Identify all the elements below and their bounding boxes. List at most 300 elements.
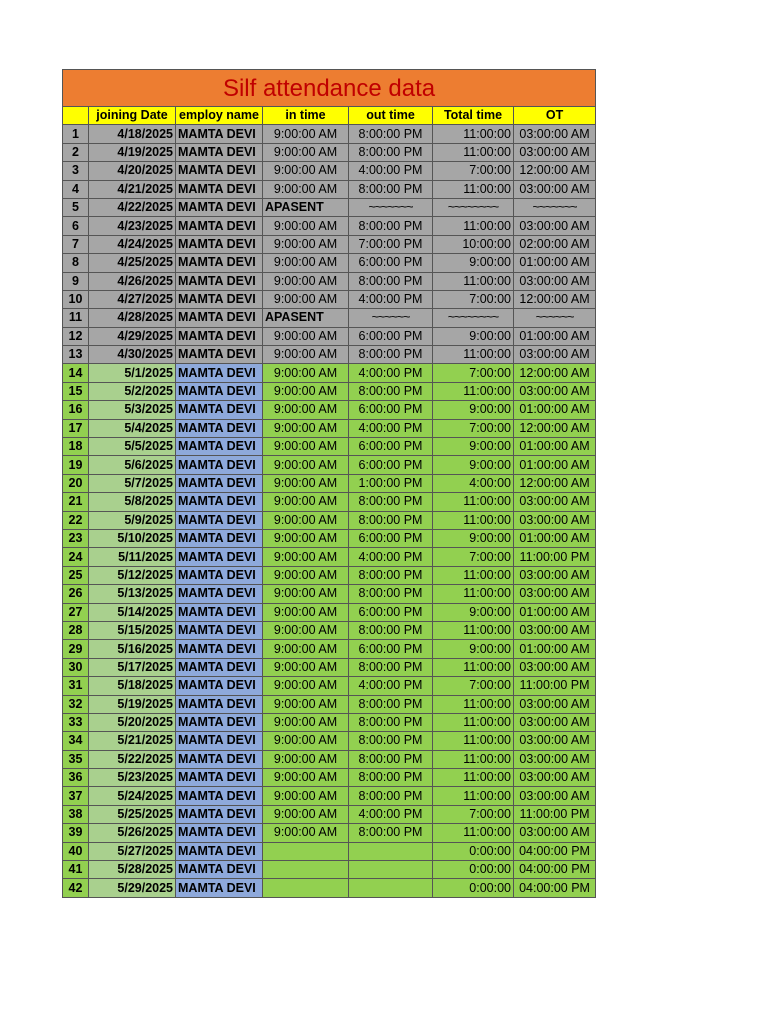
cell-out-time[interactable]: 8:00:00 PM [349, 346, 433, 364]
cell-date[interactable]: 4/25/2025 [89, 254, 176, 272]
cell-no[interactable]: 41 [63, 861, 89, 879]
cell-employee-name[interactable]: MAMTA DEVI [176, 621, 263, 639]
cell-out-time[interactable]: 8:00:00 PM [349, 769, 433, 787]
cell-date[interactable]: 4/27/2025 [89, 290, 176, 308]
cell-no[interactable]: 16 [63, 401, 89, 419]
cell-total-time[interactable]: 11:00:00 [433, 272, 514, 290]
cell-employee-name[interactable]: MAMTA DEVI [176, 382, 263, 400]
cell-employee-name[interactable]: MAMTA DEVI [176, 364, 263, 382]
cell-out-time[interactable]: 8:00:00 PM [349, 585, 433, 603]
cell-employee-name[interactable]: MAMTA DEVI [176, 493, 263, 511]
cell-out-time[interactable] [349, 879, 433, 897]
cell-date[interactable]: 5/22/2025 [89, 750, 176, 768]
cell-out-time[interactable]: 6:00:00 PM [349, 603, 433, 621]
cell-in-time[interactable]: 9:00:00 AM [263, 382, 349, 400]
cell-ot[interactable]: 01:00:00 AM [514, 640, 596, 658]
cell-employee-name[interactable]: MAMTA DEVI [176, 290, 263, 308]
cell-total-time[interactable]: 0:00:00 [433, 879, 514, 897]
cell-no[interactable]: 27 [63, 603, 89, 621]
cell-employee-name[interactable]: MAMTA DEVI [176, 861, 263, 879]
cell-ot[interactable]: 01:00:00 AM [514, 603, 596, 621]
cell-no[interactable]: 17 [63, 419, 89, 437]
cell-out-time[interactable]: 8:00:00 PM [349, 180, 433, 198]
cell-date[interactable]: 5/21/2025 [89, 732, 176, 750]
cell-date[interactable]: 4/22/2025 [89, 198, 176, 216]
cell-date[interactable]: 5/11/2025 [89, 548, 176, 566]
cell-ot[interactable]: 01:00:00 AM [514, 529, 596, 547]
cell-in-time[interactable]: APASENT [263, 309, 349, 327]
cell-in-time[interactable]: 9:00:00 AM [263, 566, 349, 584]
cell-total-time[interactable]: 7:00:00 [433, 677, 514, 695]
cell-out-time[interactable]: 8:00:00 PM [349, 143, 433, 161]
cell-employee-name[interactable]: MAMTA DEVI [176, 309, 263, 327]
cell-in-time[interactable]: 9:00:00 AM [263, 585, 349, 603]
cell-no[interactable]: 38 [63, 805, 89, 823]
cell-ot[interactable]: 03:00:00 AM [514, 272, 596, 290]
cell-in-time[interactable] [263, 842, 349, 860]
cell-date[interactable]: 5/7/2025 [89, 474, 176, 492]
cell-no[interactable]: 6 [63, 217, 89, 235]
cell-ot[interactable]: 11:00:00 PM [514, 805, 596, 823]
cell-no[interactable]: 21 [63, 493, 89, 511]
cell-in-time[interactable]: 9:00:00 AM [263, 548, 349, 566]
cell-no[interactable]: 5 [63, 198, 89, 216]
header-cell-in[interactable]: in time [263, 107, 349, 125]
cell-in-time[interactable]: 9:00:00 AM [263, 824, 349, 842]
cell-in-time[interactable]: 9:00:00 AM [263, 217, 349, 235]
cell-ot[interactable]: 01:00:00 AM [514, 401, 596, 419]
cell-total-time[interactable]: 9:00:00 [433, 529, 514, 547]
cell-total-time[interactable]: ~~~~~~~~ [433, 309, 514, 327]
cell-total-time[interactable]: 11:00:00 [433, 346, 514, 364]
cell-total-time[interactable]: 0:00:00 [433, 842, 514, 860]
cell-out-time[interactable]: 8:00:00 PM [349, 511, 433, 529]
cell-in-time[interactable] [263, 879, 349, 897]
cell-out-time[interactable]: 8:00:00 PM [349, 732, 433, 750]
cell-employee-name[interactable]: MAMTA DEVI [176, 769, 263, 787]
cell-in-time[interactable]: 9:00:00 AM [263, 603, 349, 621]
cell-ot[interactable]: 03:00:00 AM [514, 713, 596, 731]
cell-employee-name[interactable]: MAMTA DEVI [176, 235, 263, 253]
cell-employee-name[interactable]: MAMTA DEVI [176, 842, 263, 860]
cell-no[interactable]: 19 [63, 456, 89, 474]
cell-ot[interactable]: 03:00:00 AM [514, 769, 596, 787]
cell-ot[interactable]: 03:00:00 AM [514, 493, 596, 511]
cell-in-time[interactable]: 9:00:00 AM [263, 511, 349, 529]
cell-no[interactable]: 3 [63, 162, 89, 180]
cell-ot[interactable]: 01:00:00 AM [514, 438, 596, 456]
header-cell-name[interactable]: employ name [176, 107, 263, 125]
cell-no[interactable]: 8 [63, 254, 89, 272]
cell-total-time[interactable]: 7:00:00 [433, 805, 514, 823]
cell-out-time[interactable]: 8:00:00 PM [349, 272, 433, 290]
cell-total-time[interactable]: 7:00:00 [433, 162, 514, 180]
cell-out-time[interactable] [349, 861, 433, 879]
cell-date[interactable]: 5/4/2025 [89, 419, 176, 437]
cell-in-time[interactable]: 9:00:00 AM [263, 677, 349, 695]
cell-no[interactable]: 18 [63, 438, 89, 456]
cell-out-time[interactable]: 4:00:00 PM [349, 364, 433, 382]
cell-date[interactable]: 5/28/2025 [89, 861, 176, 879]
cell-out-time[interactable]: 8:00:00 PM [349, 493, 433, 511]
cell-out-time[interactable]: 8:00:00 PM [349, 658, 433, 676]
cell-ot[interactable]: 12:00:00 AM [514, 474, 596, 492]
cell-employee-name[interactable]: MAMTA DEVI [176, 585, 263, 603]
cell-no[interactable]: 40 [63, 842, 89, 860]
cell-date[interactable]: 5/19/2025 [89, 695, 176, 713]
cell-no[interactable]: 1 [63, 125, 89, 143]
cell-ot[interactable]: 03:00:00 AM [514, 824, 596, 842]
cell-employee-name[interactable]: MAMTA DEVI [176, 438, 263, 456]
cell-employee-name[interactable]: MAMTA DEVI [176, 401, 263, 419]
cell-no[interactable]: 10 [63, 290, 89, 308]
cell-date[interactable]: 5/10/2025 [89, 529, 176, 547]
cell-in-time[interactable]: 9:00:00 AM [263, 364, 349, 382]
cell-date[interactable]: 5/14/2025 [89, 603, 176, 621]
cell-total-time[interactable]: 11:00:00 [433, 143, 514, 161]
cell-date[interactable]: 5/12/2025 [89, 566, 176, 584]
cell-ot[interactable]: 04:00:00 PM [514, 861, 596, 879]
cell-employee-name[interactable]: MAMTA DEVI [176, 143, 263, 161]
cell-employee-name[interactable]: MAMTA DEVI [176, 346, 263, 364]
cell-date[interactable]: 5/8/2025 [89, 493, 176, 511]
cell-date[interactable]: 5/25/2025 [89, 805, 176, 823]
cell-ot[interactable]: 01:00:00 AM [514, 327, 596, 345]
cell-in-time[interactable]: 9:00:00 AM [263, 162, 349, 180]
cell-total-time[interactable]: 11:00:00 [433, 125, 514, 143]
cell-employee-name[interactable]: MAMTA DEVI [176, 511, 263, 529]
cell-no[interactable]: 33 [63, 713, 89, 731]
cell-no[interactable]: 7 [63, 235, 89, 253]
cell-employee-name[interactable]: MAMTA DEVI [176, 529, 263, 547]
cell-date[interactable]: 5/23/2025 [89, 769, 176, 787]
cell-total-time[interactable]: 7:00:00 [433, 548, 514, 566]
cell-date[interactable]: 5/9/2025 [89, 511, 176, 529]
cell-employee-name[interactable]: MAMTA DEVI [176, 713, 263, 731]
cell-employee-name[interactable]: MAMTA DEVI [176, 695, 263, 713]
cell-ot[interactable]: 11:00:00 PM [514, 677, 596, 695]
cell-out-time[interactable]: 8:00:00 PM [349, 382, 433, 400]
cell-out-time[interactable]: 6:00:00 PM [349, 401, 433, 419]
cell-out-time[interactable]: 8:00:00 PM [349, 621, 433, 639]
cell-ot[interactable]: 12:00:00 AM [514, 290, 596, 308]
cell-in-time[interactable]: 9:00:00 AM [263, 327, 349, 345]
cell-date[interactable]: 5/6/2025 [89, 456, 176, 474]
cell-in-time[interactable]: 9:00:00 AM [263, 125, 349, 143]
cell-total-time[interactable]: 7:00:00 [433, 419, 514, 437]
header-cell-total[interactable]: Total time [433, 107, 514, 125]
cell-ot[interactable]: 02:00:00 AM [514, 235, 596, 253]
cell-ot[interactable]: 04:00:00 PM [514, 879, 596, 897]
cell-date[interactable]: 5/13/2025 [89, 585, 176, 603]
cell-out-time[interactable]: 7:00:00 PM [349, 235, 433, 253]
cell-date[interactable]: 4/28/2025 [89, 309, 176, 327]
cell-ot[interactable]: 03:00:00 AM [514, 125, 596, 143]
cell-date[interactable]: 5/20/2025 [89, 713, 176, 731]
cell-employee-name[interactable]: MAMTA DEVI [176, 198, 263, 216]
cell-in-time[interactable]: 9:00:00 AM [263, 180, 349, 198]
cell-employee-name[interactable]: MAMTA DEVI [176, 125, 263, 143]
cell-employee-name[interactable]: MAMTA DEVI [176, 180, 263, 198]
cell-date[interactable]: 5/1/2025 [89, 364, 176, 382]
cell-employee-name[interactable]: MAMTA DEVI [176, 254, 263, 272]
cell-out-time[interactable]: 6:00:00 PM [349, 529, 433, 547]
cell-date[interactable]: 5/3/2025 [89, 401, 176, 419]
cell-total-time[interactable]: 9:00:00 [433, 438, 514, 456]
cell-out-time[interactable]: 6:00:00 PM [349, 640, 433, 658]
cell-no[interactable]: 31 [63, 677, 89, 695]
cell-in-time[interactable]: 9:00:00 AM [263, 787, 349, 805]
cell-in-time[interactable]: 9:00:00 AM [263, 474, 349, 492]
cell-ot[interactable]: 12:00:00 AM [514, 162, 596, 180]
cell-total-time[interactable]: 4:00:00 [433, 474, 514, 492]
cell-total-time[interactable]: 11:00:00 [433, 750, 514, 768]
cell-no[interactable]: 25 [63, 566, 89, 584]
cell-in-time[interactable]: 9:00:00 AM [263, 438, 349, 456]
cell-no[interactable]: 20 [63, 474, 89, 492]
cell-ot[interactable]: 03:00:00 AM [514, 217, 596, 235]
cell-date[interactable]: 5/2/2025 [89, 382, 176, 400]
cell-in-time[interactable]: 9:00:00 AM [263, 272, 349, 290]
cell-employee-name[interactable]: MAMTA DEVI [176, 419, 263, 437]
cell-out-time[interactable]: 6:00:00 PM [349, 327, 433, 345]
cell-ot[interactable]: 04:00:00 PM [514, 842, 596, 860]
cell-ot[interactable]: 03:00:00 AM [514, 621, 596, 639]
cell-total-time[interactable]: 7:00:00 [433, 364, 514, 382]
cell-in-time[interactable]: 9:00:00 AM [263, 419, 349, 437]
cell-no[interactable]: 32 [63, 695, 89, 713]
cell-date[interactable]: 5/16/2025 [89, 640, 176, 658]
cell-out-time[interactable]: 4:00:00 PM [349, 162, 433, 180]
cell-employee-name[interactable]: MAMTA DEVI [176, 327, 263, 345]
cell-employee-name[interactable]: MAMTA DEVI [176, 162, 263, 180]
cell-date[interactable]: 4/20/2025 [89, 162, 176, 180]
cell-ot[interactable]: ~~~~~~ [514, 309, 596, 327]
cell-out-time[interactable] [349, 842, 433, 860]
cell-date[interactable]: 5/29/2025 [89, 879, 176, 897]
cell-in-time[interactable]: 9:00:00 AM [263, 695, 349, 713]
cell-out-time[interactable]: 8:00:00 PM [349, 787, 433, 805]
cell-total-time[interactable]: 9:00:00 [433, 327, 514, 345]
cell-employee-name[interactable]: MAMTA DEVI [176, 603, 263, 621]
cell-no[interactable]: 11 [63, 309, 89, 327]
cell-out-time[interactable]: 4:00:00 PM [349, 419, 433, 437]
cell-in-time[interactable]: 9:00:00 AM [263, 493, 349, 511]
cell-employee-name[interactable]: MAMTA DEVI [176, 566, 263, 584]
cell-no[interactable]: 13 [63, 346, 89, 364]
cell-no[interactable]: 26 [63, 585, 89, 603]
cell-no[interactable]: 42 [63, 879, 89, 897]
cell-ot[interactable]: ~~~~~~~ [514, 198, 596, 216]
cell-in-time[interactable]: APASENT [263, 198, 349, 216]
cell-ot[interactable]: 03:00:00 AM [514, 180, 596, 198]
cell-ot[interactable]: 12:00:00 AM [514, 419, 596, 437]
cell-employee-name[interactable]: MAMTA DEVI [176, 548, 263, 566]
cell-ot[interactable]: 03:00:00 AM [514, 511, 596, 529]
cell-no[interactable]: 22 [63, 511, 89, 529]
cell-no[interactable]: 36 [63, 769, 89, 787]
cell-out-time[interactable]: 8:00:00 PM [349, 566, 433, 584]
cell-total-time[interactable]: 11:00:00 [433, 382, 514, 400]
cell-in-time[interactable]: 9:00:00 AM [263, 640, 349, 658]
cell-ot[interactable]: 03:00:00 AM [514, 566, 596, 584]
cell-in-time[interactable]: 9:00:00 AM [263, 769, 349, 787]
cell-total-time[interactable]: 9:00:00 [433, 640, 514, 658]
cell-out-time[interactable]: ~~~~~~ [349, 309, 433, 327]
cell-date[interactable]: 4/21/2025 [89, 180, 176, 198]
cell-in-time[interactable]: 9:00:00 AM [263, 621, 349, 639]
cell-out-time[interactable]: 8:00:00 PM [349, 713, 433, 731]
cell-total-time[interactable]: 11:00:00 [433, 621, 514, 639]
cell-date[interactable]: 4/18/2025 [89, 125, 176, 143]
cell-in-time[interactable]: 9:00:00 AM [263, 805, 349, 823]
cell-in-time[interactable]: 9:00:00 AM [263, 401, 349, 419]
cell-no[interactable]: 28 [63, 621, 89, 639]
cell-out-time[interactable]: 8:00:00 PM [349, 125, 433, 143]
cell-employee-name[interactable]: MAMTA DEVI [176, 879, 263, 897]
cell-date[interactable]: 5/24/2025 [89, 787, 176, 805]
cell-ot[interactable]: 11:00:00 PM [514, 548, 596, 566]
cell-employee-name[interactable]: MAMTA DEVI [176, 640, 263, 658]
cell-ot[interactable]: 03:00:00 AM [514, 346, 596, 364]
cell-out-time[interactable]: 1:00:00 PM [349, 474, 433, 492]
cell-total-time[interactable]: 11:00:00 [433, 732, 514, 750]
cell-employee-name[interactable]: MAMTA DEVI [176, 217, 263, 235]
cell-employee-name[interactable]: MAMTA DEVI [176, 805, 263, 823]
cell-in-time[interactable]: 9:00:00 AM [263, 658, 349, 676]
cell-ot[interactable]: 03:00:00 AM [514, 695, 596, 713]
cell-date[interactable]: 5/17/2025 [89, 658, 176, 676]
cell-employee-name[interactable]: MAMTA DEVI [176, 750, 263, 768]
cell-total-time[interactable]: 9:00:00 [433, 401, 514, 419]
cell-in-time[interactable]: 9:00:00 AM [263, 750, 349, 768]
cell-employee-name[interactable]: MAMTA DEVI [176, 787, 263, 805]
cell-no[interactable]: 24 [63, 548, 89, 566]
cell-in-time[interactable]: 9:00:00 AM [263, 529, 349, 547]
cell-date[interactable]: 4/26/2025 [89, 272, 176, 290]
cell-date[interactable]: 5/5/2025 [89, 438, 176, 456]
cell-no[interactable]: 15 [63, 382, 89, 400]
cell-no[interactable]: 9 [63, 272, 89, 290]
cell-ot[interactable]: 03:00:00 AM [514, 143, 596, 161]
cell-total-time[interactable]: 11:00:00 [433, 566, 514, 584]
cell-total-time[interactable]: 10:00:00 [433, 235, 514, 253]
cell-date[interactable]: 4/29/2025 [89, 327, 176, 345]
cell-in-time[interactable]: 9:00:00 AM [263, 346, 349, 364]
cell-in-time[interactable]: 9:00:00 AM [263, 290, 349, 308]
cell-ot[interactable]: 03:00:00 AM [514, 585, 596, 603]
cell-out-time[interactable]: 6:00:00 PM [349, 456, 433, 474]
cell-no[interactable]: 35 [63, 750, 89, 768]
header-cell-date[interactable]: joining Date [89, 107, 176, 125]
header-cell-out[interactable]: out time [349, 107, 433, 125]
cell-total-time[interactable]: 11:00:00 [433, 695, 514, 713]
cell-total-time[interactable]: 11:00:00 [433, 217, 514, 235]
cell-total-time[interactable]: 11:00:00 [433, 787, 514, 805]
cell-total-time[interactable]: 11:00:00 [433, 658, 514, 676]
cell-employee-name[interactable]: MAMTA DEVI [176, 732, 263, 750]
cell-out-time[interactable]: 6:00:00 PM [349, 438, 433, 456]
cell-out-time[interactable]: 6:00:00 PM [349, 254, 433, 272]
cell-ot[interactable]: 01:00:00 AM [514, 456, 596, 474]
cell-date[interactable]: 4/19/2025 [89, 143, 176, 161]
cell-no[interactable]: 23 [63, 529, 89, 547]
cell-ot[interactable]: 01:00:00 AM [514, 254, 596, 272]
cell-employee-name[interactable]: MAMTA DEVI [176, 474, 263, 492]
cell-out-time[interactable]: 4:00:00 PM [349, 548, 433, 566]
cell-total-time[interactable]: 11:00:00 [433, 769, 514, 787]
cell-employee-name[interactable]: MAMTA DEVI [176, 824, 263, 842]
cell-total-time[interactable]: 9:00:00 [433, 254, 514, 272]
header-cell-ot[interactable]: OT [514, 107, 596, 125]
cell-no[interactable]: 29 [63, 640, 89, 658]
cell-date[interactable]: 4/23/2025 [89, 217, 176, 235]
cell-ot[interactable]: 03:00:00 AM [514, 732, 596, 750]
cell-out-time[interactable]: 4:00:00 PM [349, 805, 433, 823]
cell-employee-name[interactable]: MAMTA DEVI [176, 456, 263, 474]
cell-out-time[interactable]: 8:00:00 PM [349, 217, 433, 235]
cell-no[interactable]: 34 [63, 732, 89, 750]
cell-total-time[interactable]: 11:00:00 [433, 511, 514, 529]
cell-out-time[interactable]: 4:00:00 PM [349, 677, 433, 695]
cell-employee-name[interactable]: MAMTA DEVI [176, 677, 263, 695]
cell-out-time[interactable]: 8:00:00 PM [349, 750, 433, 768]
cell-total-time[interactable]: ~~~~~~~~ [433, 198, 514, 216]
cell-total-time[interactable]: 7:00:00 [433, 290, 514, 308]
cell-ot[interactable]: 12:00:00 AM [514, 364, 596, 382]
cell-no[interactable]: 4 [63, 180, 89, 198]
cell-no[interactable]: 12 [63, 327, 89, 345]
cell-total-time[interactable]: 11:00:00 [433, 493, 514, 511]
cell-no[interactable]: 2 [63, 143, 89, 161]
cell-no[interactable]: 37 [63, 787, 89, 805]
cell-in-time[interactable]: 9:00:00 AM [263, 143, 349, 161]
cell-date[interactable]: 4/30/2025 [89, 346, 176, 364]
cell-date[interactable]: 4/24/2025 [89, 235, 176, 253]
cell-employee-name[interactable]: MAMTA DEVI [176, 272, 263, 290]
cell-date[interactable]: 5/26/2025 [89, 824, 176, 842]
cell-employee-name[interactable]: MAMTA DEVI [176, 658, 263, 676]
cell-ot[interactable]: 03:00:00 AM [514, 382, 596, 400]
cell-total-time[interactable]: 0:00:00 [433, 861, 514, 879]
cell-in-time[interactable]: 9:00:00 AM [263, 732, 349, 750]
cell-out-time[interactable]: ~~~~~~~ [349, 198, 433, 216]
cell-total-time[interactable]: 11:00:00 [433, 824, 514, 842]
sheet-title[interactable]: Silf attendance data [63, 70, 596, 107]
cell-total-time[interactable]: 9:00:00 [433, 603, 514, 621]
cell-date[interactable]: 5/18/2025 [89, 677, 176, 695]
cell-no[interactable]: 30 [63, 658, 89, 676]
cell-in-time[interactable] [263, 861, 349, 879]
cell-no[interactable]: 14 [63, 364, 89, 382]
cell-out-time[interactable]: 8:00:00 PM [349, 824, 433, 842]
cell-ot[interactable]: 03:00:00 AM [514, 658, 596, 676]
cell-ot[interactable]: 03:00:00 AM [514, 787, 596, 805]
cell-no[interactable]: 39 [63, 824, 89, 842]
cell-out-time[interactable]: 8:00:00 PM [349, 695, 433, 713]
cell-in-time[interactable]: 9:00:00 AM [263, 254, 349, 272]
header-cell-no[interactable] [63, 107, 89, 125]
cell-total-time[interactable]: 11:00:00 [433, 713, 514, 731]
cell-in-time[interactable]: 9:00:00 AM [263, 456, 349, 474]
cell-total-time[interactable]: 11:00:00 [433, 585, 514, 603]
cell-date[interactable]: 5/27/2025 [89, 842, 176, 860]
cell-ot[interactable]: 03:00:00 AM [514, 750, 596, 768]
cell-total-time[interactable]: 9:00:00 [433, 456, 514, 474]
cell-total-time[interactable]: 11:00:00 [433, 180, 514, 198]
cell-date[interactable]: 5/15/2025 [89, 621, 176, 639]
cell-in-time[interactable]: 9:00:00 AM [263, 713, 349, 731]
